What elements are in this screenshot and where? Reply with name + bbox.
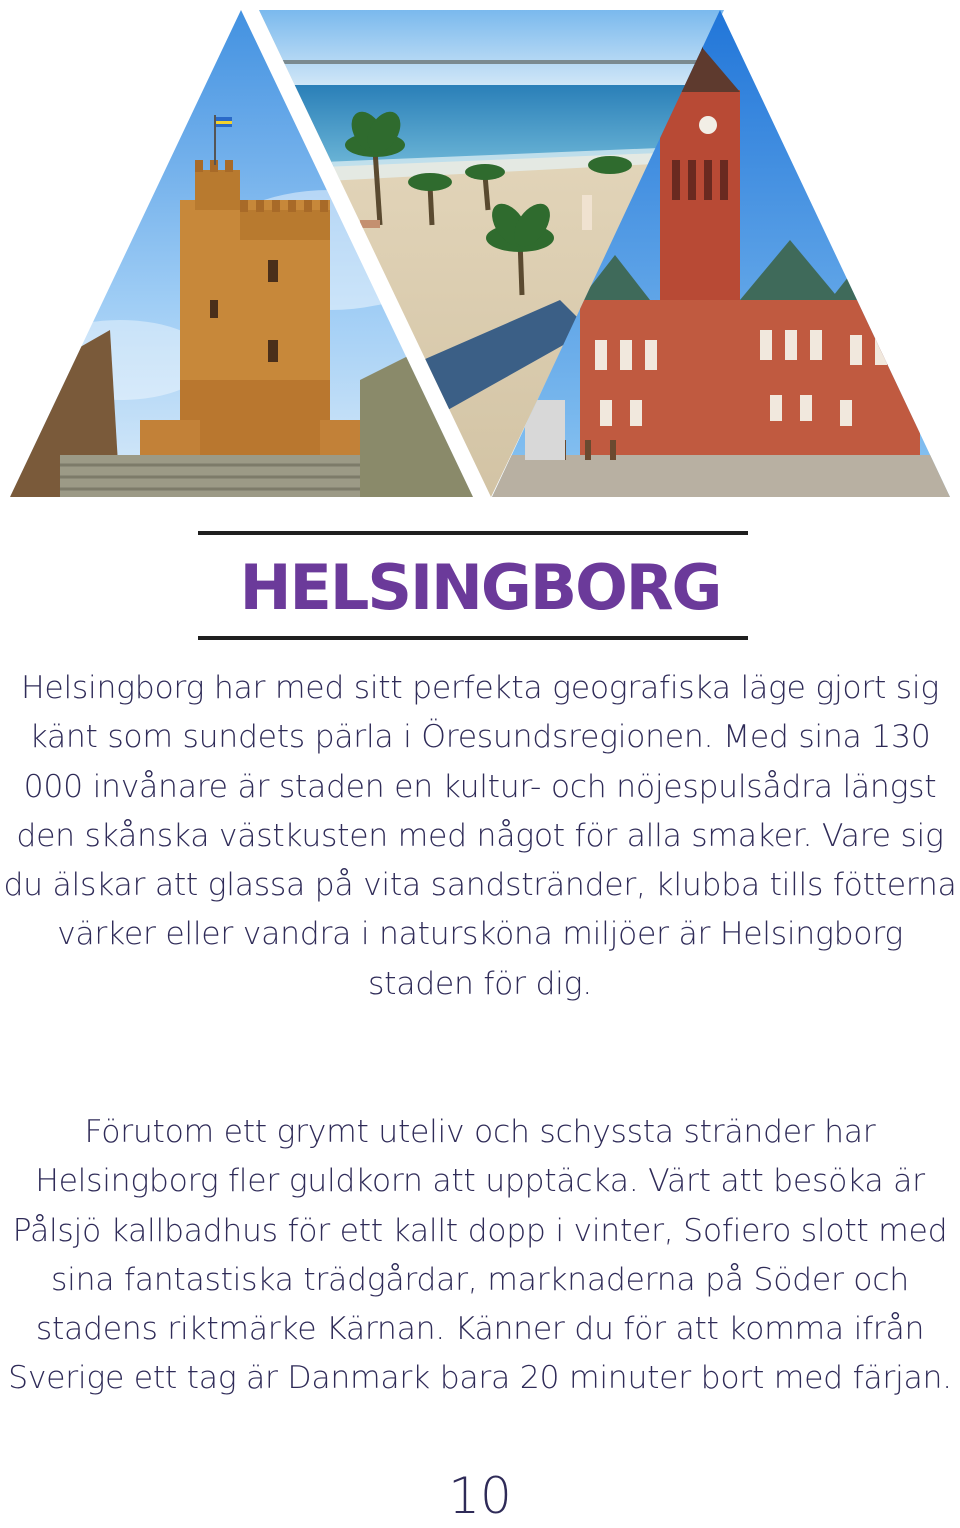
title-bottom-rule — [198, 636, 748, 640]
photo-collage — [0, 0, 960, 505]
highlights-paragraph: Förutom ett grymt uteliv och schyssta stränder har Helsingborg fler guldkorn att upptäcka. Värt att besöka är Pålsjö kallbadhus för ett kallt dopp i vinter, Sofiero slott med sina fantastiska trädgårdar, marknaderna på Söder och stadens riktmärke Kärnan. Känner du för att komma ifrån Sverige ett tag är Danmark bara 20 minuter bort med färjan. — [8, 1114, 952, 1397]
page-title: HELSINGBORG — [239, 551, 721, 624]
title-top-rule — [198, 531, 748, 535]
page-number: 10 — [448, 1467, 512, 1525]
intro-paragraph: Helsingborg har med sitt perfekta geografiska läge gjort sig känt som sundets pärla i Öresundsregionen. Med sina 130 000 invånare är staden en kultur- och nöjespulsådra längst den skånska västkusten med något för alla smaker. Vare sig du älskar att glassa på vita sandstränder, klubba tills fötterna värker eller vandra i natursköna miljöer är Helsingborg staden för dig. — [3, 670, 957, 1002]
